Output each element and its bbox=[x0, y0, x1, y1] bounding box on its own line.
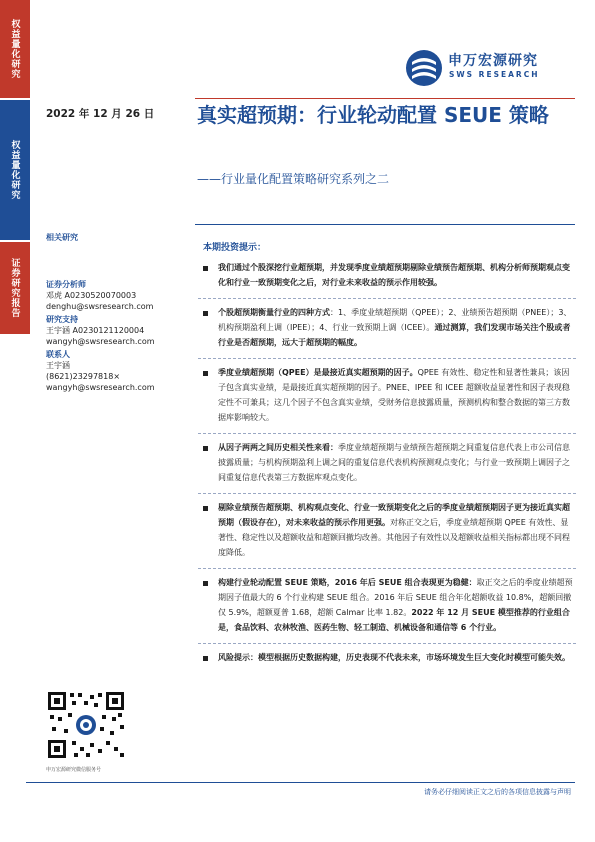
brand-logo bbox=[404, 48, 564, 88]
contact-phone: (8621)23297818× bbox=[46, 372, 121, 381]
bullet-text: 季度业绩超预期与业绩预告超预期之间重复信息代表上市公司信息披露质量；与机构预期盈利上调之间的重复信息代表机构预测观点变化；与行业一致预期上调因子之间重复信息代表第三方数据库观点变化。 bbox=[218, 443, 570, 482]
bullet-icon bbox=[203, 311, 208, 316]
side-tab-label: 权益量化研究 bbox=[9, 19, 20, 79]
bullet-bold: 个股超预期衡量行业的四种方式 bbox=[218, 308, 330, 317]
report-date: 2022 年 12 月 26 日 bbox=[46, 108, 155, 120]
logo-text-en: SWS RESEARCH bbox=[449, 70, 540, 79]
analyst-name-cert: 邓虎 A0230520070003 bbox=[46, 291, 137, 300]
bullet-text: 对称正交之后，季度业绩超预期 QPEE 有效性、显著性、稳定性以及超额收益和超额回撤均改善。其他因子有效性以及超额收益相关指标都出现不同程度降低。 bbox=[218, 518, 570, 557]
side-tab-top bbox=[0, 0, 30, 98]
report-title: 真实超预期：行业轮动配置 SEUE 策略 bbox=[197, 103, 549, 127]
bullet-icon bbox=[203, 506, 208, 511]
side-tab-middle bbox=[0, 100, 30, 240]
bullet-item bbox=[198, 363, 576, 434]
bullet-text: ：1、季度业绩超预期（QPEE）；2、业绩预告超预期（PNEE）；3、机构预期盈利上调（IPEE）；4、行业一致预期上调（ICEE）。 bbox=[218, 308, 572, 332]
header-divider bbox=[195, 98, 575, 99]
bullet-item bbox=[198, 573, 576, 644]
bullet-icon bbox=[203, 266, 208, 271]
bullet-icon bbox=[203, 581, 208, 586]
support-email[interactable]: wangyh@swsresearch.com bbox=[46, 337, 155, 346]
side-tab-bottom bbox=[0, 242, 30, 334]
bullet-bold: 季度业绩超预期（QPEE）是最接近真实超预期的因子。 bbox=[218, 368, 418, 377]
footer-divider bbox=[26, 782, 575, 783]
logo-text-cn: 申万宏源研究 bbox=[448, 53, 538, 69]
bullet-bold: 风险提示：模型根据历史数据构建，历史表现不代表未来，市场环境发生巨大变化时模型可能失效。 bbox=[218, 653, 570, 662]
author-info bbox=[46, 232, 186, 393]
qr-code[interactable] bbox=[46, 690, 126, 760]
bullet-item bbox=[198, 498, 576, 569]
investment-highlights bbox=[198, 258, 576, 677]
sws-logo-icon bbox=[404, 48, 444, 88]
footer-disclaimer[interactable]: 请务必仔细阅读正文之后的各项信息披露与声明 bbox=[424, 788, 571, 796]
related-research-label: 相关研究 bbox=[46, 233, 78, 242]
bullet-bold: 构建行业轮动配置 SEUE 策略，2016 年后 SEUE 组合表现更为稳健： bbox=[218, 578, 477, 587]
bullet-text: 取正交之后的季度业绩超预期因子值最大的 6 个行业构建 SEUE 组合。2016 年后 SEUE 组合年化超额收益 10.8%，超额回撤仅 5.9%，超额夏普 1.68，超额 Calmar 比率 1.82。 bbox=[218, 578, 573, 617]
bullet-icon bbox=[203, 371, 208, 376]
qr-caption: 申万宏源研究微信服务号 bbox=[46, 767, 102, 773]
support-label: 研究支持 bbox=[46, 315, 78, 324]
title-divider bbox=[195, 224, 575, 225]
contact-label: 联系人 bbox=[46, 350, 70, 359]
bullet-bold: 从因子两两之间历史相关性来看： bbox=[218, 443, 338, 452]
contact-email[interactable]: wangyh@swsresearch.com bbox=[46, 383, 155, 392]
qr-code-icon bbox=[46, 690, 126, 760]
analyst-email[interactable]: denghu@swsresearch.com bbox=[46, 302, 154, 311]
bullet-item bbox=[198, 303, 576, 359]
bullet-icon bbox=[203, 446, 208, 451]
report-subtitle: ——行业量化配置策略研究系列之二 bbox=[197, 172, 390, 186]
bullet-item bbox=[198, 258, 576, 299]
side-tab-label: 证券研究报告 bbox=[9, 258, 20, 318]
bullet-bold-2: 通过测算，我们发现市场关注个股或者行业是否超预期，远大于超预期的幅度。 bbox=[218, 323, 571, 347]
bullet-icon bbox=[203, 656, 208, 661]
bullet-item bbox=[198, 648, 576, 673]
contact-name: 王宇涵 bbox=[46, 361, 70, 370]
bullet-item bbox=[198, 438, 576, 494]
support-name-cert: 王宇涵 A0230121120004 bbox=[46, 326, 145, 335]
analyst-label: 证券分析师 bbox=[46, 280, 86, 289]
bullet-bold: 剔除业绩预告超预期、机构观点变化、行业一致预期变化之后的季度业绩超预期因子更为接近真实超预期（假设存在），对未来收益的预示作用更强。 bbox=[218, 503, 570, 527]
bullet-bold: 我们通过个股深挖行业超预期，并发现季度业绩超预期剔除业绩预告超预期、机构分析师预期观点变化和行业一致预期变化之后，对行业未来收益的预示作用较强。 bbox=[218, 263, 570, 287]
bullet-bold-2: 2022 年 12 月 SEUE 模型推荐的行业组合是，食品饮料、农林牧渔、医药生物、轻工制造、机械设备和通信等 6 个行业。 bbox=[218, 608, 570, 632]
side-tab-label: 权益量化研究 bbox=[9, 140, 20, 200]
bullet-text: QPEE 有效性、稳定性和显著性兼具；该因子包含真实业绩，是最接近真实超预期的因子。PNEE、IPEE 和 ICEE 超额收益显著性和因子表现稳定性不可兼具；这几个因子不包含真实业绩，受财务信息披露质量，预测机构和整合数据的第三方数据库影响较大。 bbox=[218, 368, 570, 422]
section-title: 本期投资提示： bbox=[203, 243, 267, 253]
